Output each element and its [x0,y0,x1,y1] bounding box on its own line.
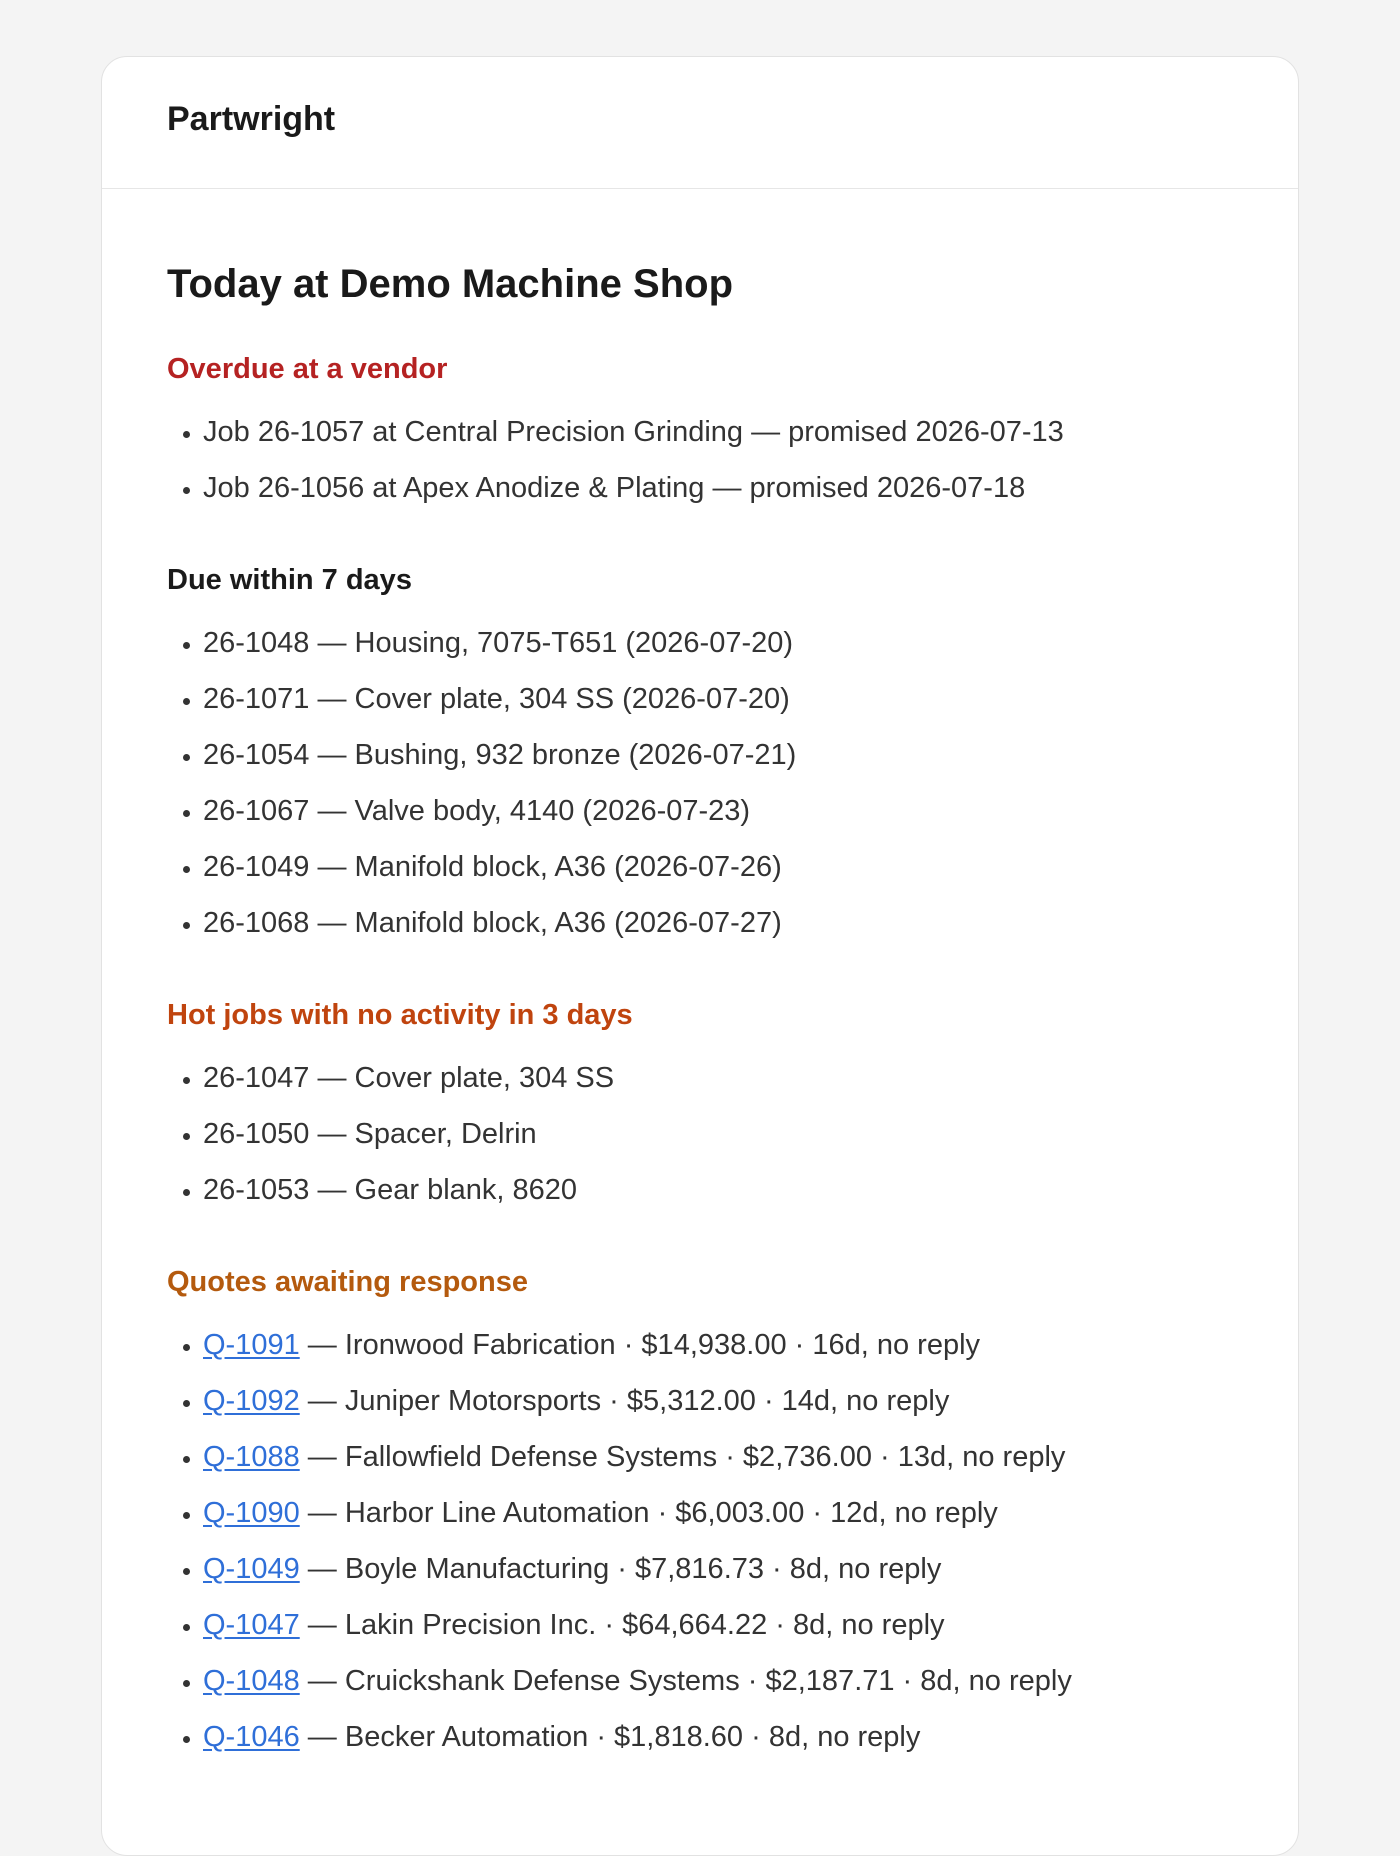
quote-detail: — Cruickshank Defense Systems · $2,187.71 · 8d, no reply [299,1665,1072,1697]
due-soon-item: • 26-1068 — Manifold block, A36 (2026-07-27) [203,907,1298,939]
quote-item [203,1441,1298,1473]
quote-link[interactable]: Q-1048 [203,1665,300,1697]
hot-job-item: • 26-1050 — Spacer, Delrin [203,1118,1298,1150]
quote-detail: — Fallowfield Defense Systems · $2,736.00 · 13d, no reply [299,1441,1066,1473]
quote-link[interactable]: Q-1047 [203,1609,300,1641]
overdue-item: • Job 26-1057 at Central Precision Grinding — promised 2026-07-13 [203,416,1298,448]
section-overdue [167,353,1298,504]
briefing-body [102,189,1298,1753]
quote-item [203,1329,1298,1361]
section-title-due-soon: Due within 7 days [167,564,412,596]
quote-detail: — Harbor Line Automation · $6,003.00 · 12d, no reply [299,1497,998,1529]
quote-detail: — Lakin Precision Inc. · $64,664.22 · 8d, no reply [299,1609,945,1641]
section-title-quotes: Quotes awaiting response [167,1266,528,1298]
app-header [102,57,1298,189]
quote-link[interactable]: Q-1088 [203,1441,300,1473]
quote-link[interactable]: Q-1046 [203,1721,300,1753]
due-soon-list [167,627,1298,939]
quote-link[interactable]: Q-1049 [203,1553,300,1585]
quote-item [203,1609,1298,1641]
section-title-overdue: Overdue at a vendor [167,353,448,385]
due-soon-item: • 26-1067 — Valve body, 4140 (2026-07-23) [203,795,1298,827]
due-soon-item: • 26-1071 — Cover plate, 304 SS (2026-07-20) [203,683,1298,715]
section-hot-jobs [167,999,1298,1206]
quote-link[interactable]: Q-1090 [203,1497,300,1529]
section-due-soon [167,564,1298,939]
overdue-item: • Job 26-1056 at Apex Anodize & Plating — promised 2026-07-18 [203,472,1298,504]
quote-item [203,1497,1298,1529]
page-title: Today at Demo Machine Shop [167,262,733,306]
due-soon-item: • 26-1049 — Manifold block, A36 (2026-07-26) [203,851,1298,883]
quote-detail: — Becker Automation · $1,818.60 · 8d, no reply [299,1721,921,1753]
overdue-list [167,416,1298,504]
quote-item [203,1665,1298,1697]
hot-job-item: • 26-1047 — Cover plate, 304 SS [203,1062,1298,1094]
quote-item [203,1553,1298,1585]
quote-detail: — Juniper Motorsports · $5,312.00 · 14d, no reply [299,1385,950,1417]
quote-detail: — Ironwood Fabrication · $14,938.00 · 16d, no reply [299,1329,981,1361]
due-soon-item: • 26-1054 — Bushing, 932 bronze (2026-07-21) [203,739,1298,771]
due-soon-item: • 26-1048 — Housing, 7075-T651 (2026-07-20) [203,627,1298,659]
hot-jobs-list [167,1062,1298,1206]
quote-link[interactable]: Q-1092 [203,1385,300,1417]
section-quotes [167,1266,1298,1753]
quotes-list [167,1329,1298,1753]
hot-job-item: • 26-1053 — Gear blank, 8620 [203,1174,1298,1206]
briefing-card [101,56,1299,1856]
quote-item [203,1385,1298,1417]
quote-link[interactable]: Q-1091 [203,1329,300,1361]
quote-item [203,1721,1298,1753]
quote-detail: — Boyle Manufacturing · $7,816.73 · 8d, no reply [299,1553,942,1585]
section-title-hot-jobs: Hot jobs with no activity in 3 days [167,999,633,1031]
brand-name: Partwright [167,100,336,138]
